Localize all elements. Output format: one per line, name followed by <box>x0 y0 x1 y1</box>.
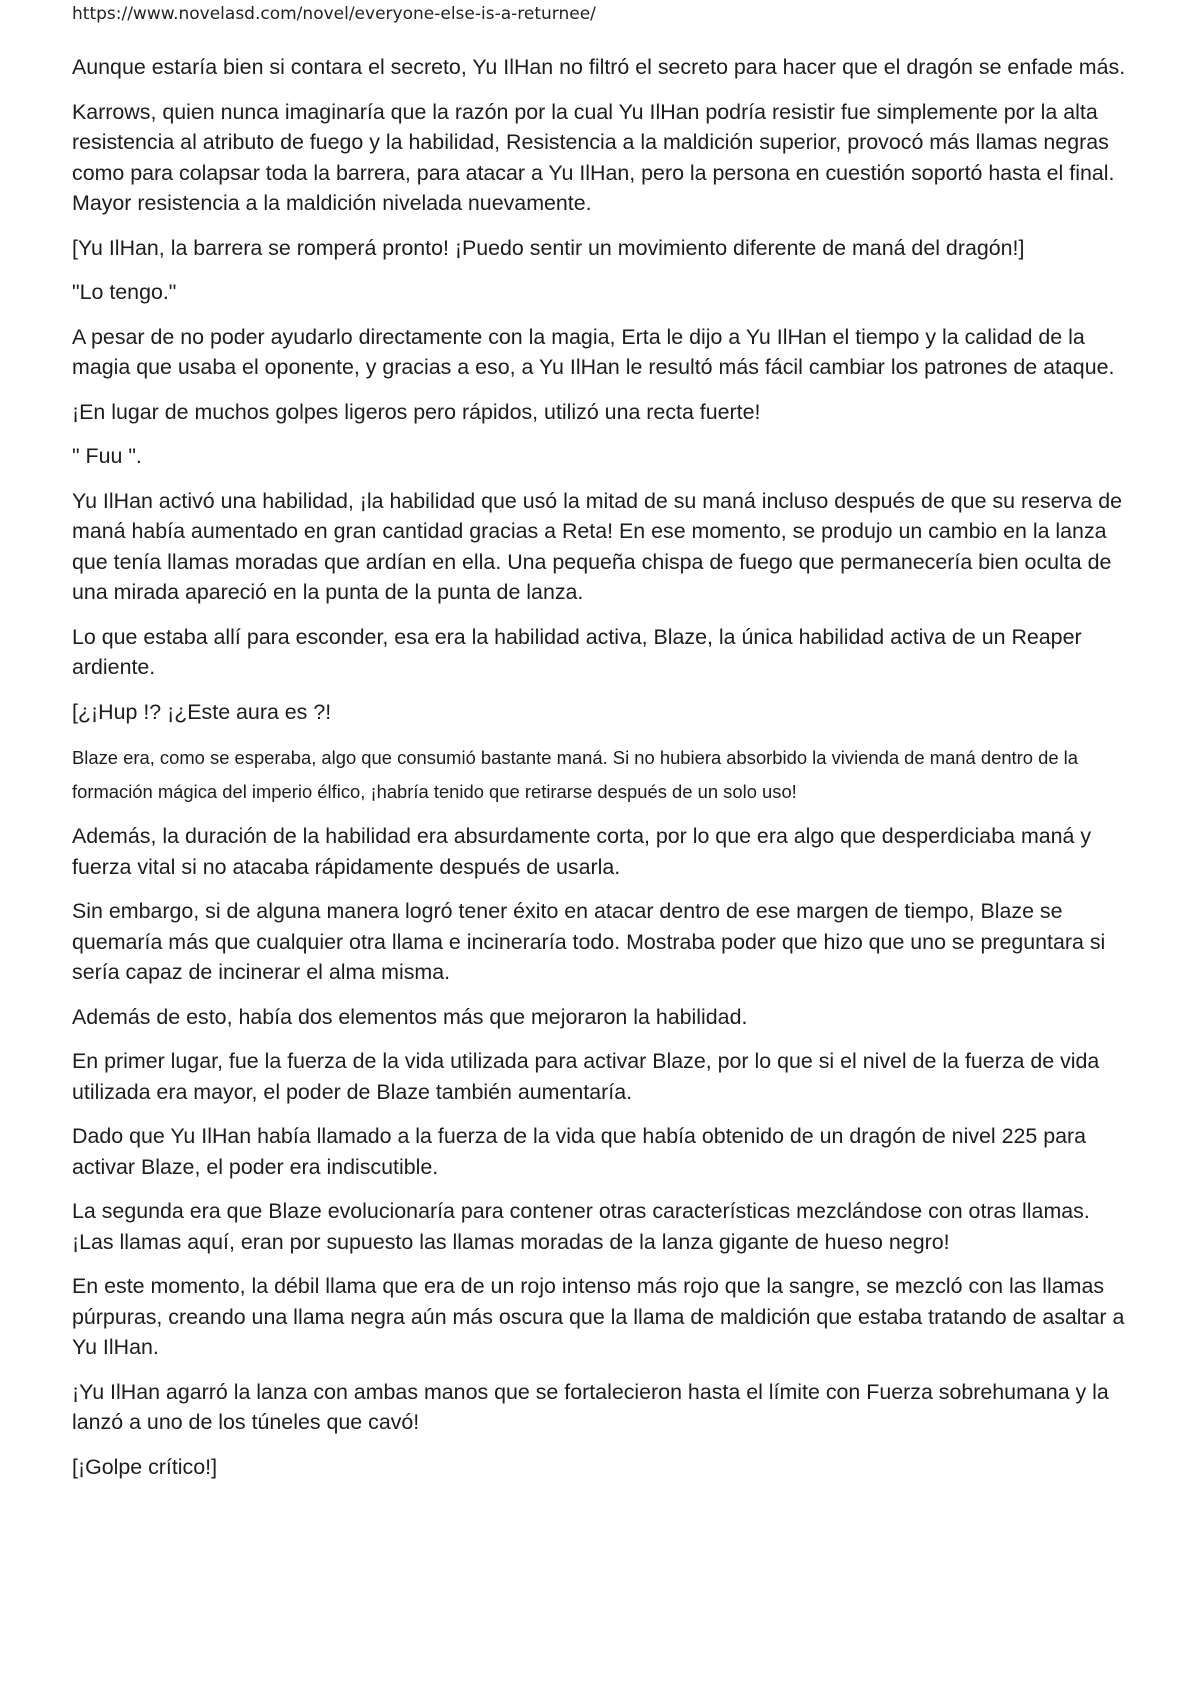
paragraph: Además, la duración de la habilidad era absurdamente corta, por lo que era algo que desperdiciaba maná y fuerza vital si no atacaba rápidamente después de usarla. <box>72 824 1092 879</box>
paragraph: [¡Golpe crítico!] <box>72 1454 218 1479</box>
paragraph: ¡En lugar de muchos golpes ligeros pero rápidos, utilizó una recta fuerte! <box>72 399 761 424</box>
paragraph: Aunque estaría bien si contara el secreto, Yu IlHan no filtró el secreto para hacer que el dragón se enfade más. <box>72 55 1126 79</box>
article-body <box>72 52 1132 1496</box>
paragraph: La segunda era que Blaze evolucionaría para contener otras características mezclándose con otras llamas. ¡Las llamas aquí, eran por supuesto las llamas moradas de la lanza gigante de hueso negro! <box>72 1199 1090 1254</box>
paragraph: ¡Yu IlHan agarró la lanza con ambas manos que se fortalecieron hasta el límite con Fuerza sobrehumana y la lanzó a uno de los túneles que cavó! <box>72 1379 1109 1434</box>
paragraph: Karrows, quien nunca imaginaría que la razón por la cual Yu IlHan podría resistir fue simplemente por la alta resistencia al atributo de fuego y la habilidad, Resistencia a la maldición superior, provocó más llamas negras como para colapsar toda la barrera, para atacar a Yu IlHan, pero la persona en cuestión soportó hasta el final. Mayor resistencia a la maldición nivelada nuevamente. <box>72 99 1115 215</box>
paragraph: Además de esto, había dos elementos más que mejoraron la habilidad. <box>72 1004 748 1029</box>
paragraph: En este momento, la débil llama que era de un rojo intenso más rojo que la sangre, se mezcló con las llamas púrpuras, creando una llama negra aún más oscura que la llama de maldición que estaba tratando de asaltar a Yu IlHan. <box>72 1274 1125 1359</box>
paragraph: [¿¡Hup !? ¡¿Este aura es ?! <box>72 699 332 724</box>
paragraph: "Lo tengo." <box>72 280 177 304</box>
paragraph-small: Blaze era, como se esperaba, algo que consumió bastante maná. Si no hubiera absorbido la vivienda de maná dentro de la formación mágica del imperio élfico, ¡habría tenido que retirarse después de un solo uso! <box>72 747 1078 802</box>
paragraph: Lo que estaba allí para esconder, esa era la habilidad activa, Blaze, la única habilidad activa de un Reaper ardiente. <box>72 624 1082 679</box>
paragraph: A pesar de no poder ayudarlo directamente con la magia, Erta le dijo a Yu IlHan el tiempo y la calidad de la magia que usaba el oponente, y gracias a eso, a Yu IlHan le resultó más fácil cambiar los patrones de ataque. <box>72 324 1115 379</box>
paragraph: Dado que Yu IlHan había llamado a la fuerza de la vida que había obtenido de un dragón de nivel 225 para activar Blaze, el poder era indiscutible. <box>72 1124 1087 1179</box>
paragraph: Yu IlHan activó una habilidad, ¡la habilidad que usó la mitad de su maná incluso después de que su reserva de maná había aumentado en gran cantidad gracias a Reta! En ese momento, se produjo un cambio en la lanza que tenía llamas moradas que ardían en ella. Una pequeña chispa de fuego que permanecería bien oculta de una mirada apareció en la punta de la punta de lanza. <box>72 488 1123 604</box>
paragraph: [Yu IlHan, la barrera se romperá pronto! ¡Puedo sentir un movimiento diferente de maná del dragón!] <box>72 235 1025 260</box>
page-url[interactable]: https://www.novelasd.com/novel/everyone-else-is-a-returnee/ <box>72 4 596 24</box>
paragraph: " Fuu ". <box>72 444 142 468</box>
paragraph: Sin embargo, si de alguna manera logró tener éxito en atacar dentro de ese margen de tiempo, Blaze se quemaría más que cualquier otra llama e incineraría todo. Mostraba poder que hizo que uno se preguntara si sería capaz de incinerar el alma misma. <box>72 899 1106 984</box>
paragraph: En primer lugar, fue la fuerza de la vida utilizada para activar Blaze, por lo que si el nivel de la fuerza de vida utilizada era mayor, el poder de Blaze también aumentaría. <box>72 1049 1100 1104</box>
